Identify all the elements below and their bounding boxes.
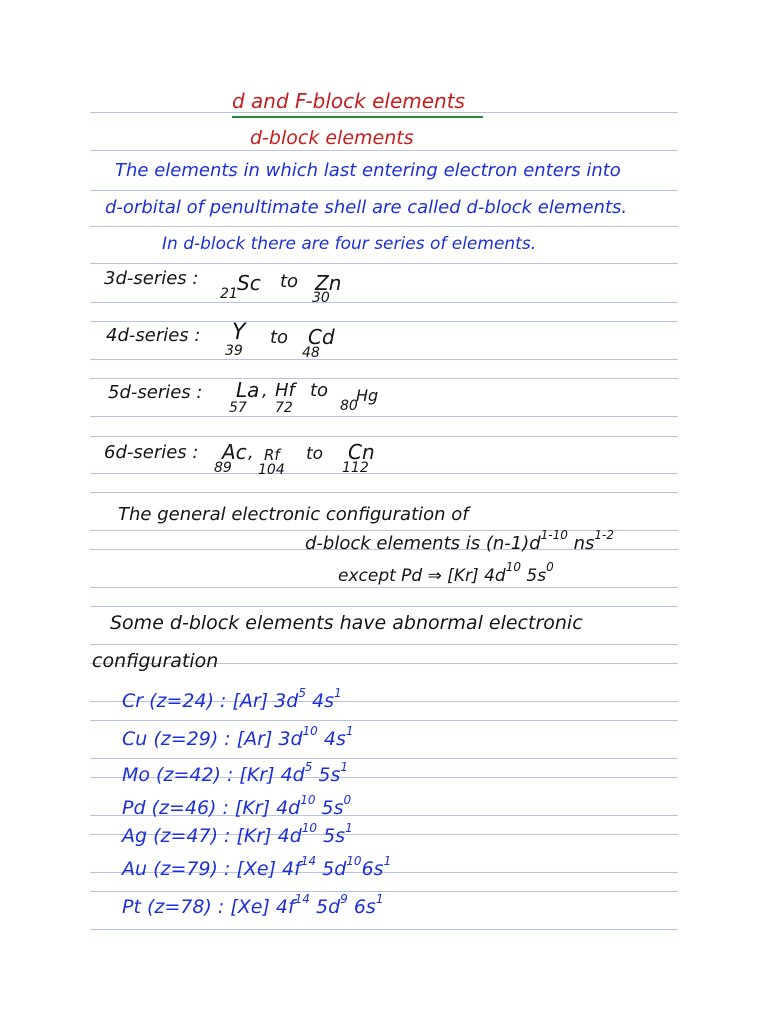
general-config-exception: except Pd ⇒ [Kr] $4d^{10}$ $5s^0$ — [338, 560, 554, 586]
series-6d-comma: , — [248, 442, 254, 463]
series-4d-end: Cd — [308, 325, 335, 349]
series-6d-end: Cn — [348, 440, 375, 464]
series-4d-label: 4d-series : — [106, 325, 201, 346]
series-3d-end-z: 30 — [312, 290, 330, 306]
title-underline — [232, 116, 483, 118]
ruled-line — [90, 587, 678, 588]
series-3d-end: Zn — [315, 271, 342, 295]
series-6d-label: 6d-series : — [104, 442, 199, 463]
series-4d-end-z: 48 — [302, 345, 320, 361]
series-5d-mid: Hf — [275, 380, 295, 401]
ruled-line — [90, 416, 678, 417]
series-6d-start: Ac — [222, 440, 247, 464]
section-heading: d-block elements — [250, 127, 414, 149]
ruled-line — [90, 644, 678, 645]
abnormal-line-1: Some d-block elements have abnormal electronic — [110, 612, 583, 634]
series-5d-start-z: 57 — [229, 400, 247, 416]
general-config-line-1: The general electronic configuration of — [118, 504, 469, 525]
series-5d-mid-z: 72 — [275, 400, 293, 416]
ruled-line — [90, 226, 678, 227]
ruled-line — [90, 929, 678, 930]
config-row: Pt (z=78) : [Xe] $4f^{14}$ $5d^9$ $6s^1$ — [122, 892, 384, 918]
series-5d-end: Hg — [356, 386, 379, 405]
series-6d-mid-z: 104 — [258, 462, 285, 478]
ruled-line — [90, 473, 678, 474]
series-3d-to: to — [280, 271, 299, 292]
config-row: Pd (z=46) : [Kr] $4d^{10}$ $5s^0$ — [122, 793, 352, 819]
series-5d-to: to — [310, 380, 329, 401]
ruled-line — [90, 492, 678, 493]
ruled-line — [90, 321, 678, 322]
ruled-line — [90, 263, 678, 264]
page-title: d and F-block elements — [232, 89, 465, 113]
config-row: Mo (z=42) : [Kr] $4d^5$ $5s^1$ — [122, 760, 349, 786]
general-config-line-2: d-block elements is $(n-1)d^{1-10}$ $ns^{1-2}$ — [305, 528, 615, 554]
ruled-line — [90, 302, 678, 303]
ruled-line — [90, 530, 678, 531]
config-row: Cu (z=29) : [Ar] $3d^{10}$ $4s^1$ — [122, 724, 354, 750]
ruled-line — [90, 190, 678, 191]
ruled-line — [90, 436, 678, 437]
config-row: Ag (z=47) : [Kr] $4d^{10}$ $5s^1$ — [122, 821, 353, 847]
ruled-line — [90, 378, 678, 379]
series-6d-to: to — [306, 444, 324, 464]
series-4d-start-z: 39 — [225, 343, 243, 359]
series-6d-end-z: 112 — [342, 460, 369, 476]
ruled-line — [90, 891, 678, 892]
series-5d-comma: , — [262, 380, 268, 401]
series-5d-end-z: 80 — [340, 398, 358, 414]
series-4d-to: to — [270, 327, 289, 348]
abnormal-line-2: configuration — [92, 650, 219, 672]
config-row: Au (z=79) : [Xe] $4f^{14}$ $5d^{10}6s^1$ — [122, 854, 392, 880]
config-row: Cr (z=24) : [Ar] $3d^5$ $4s^1$ — [122, 686, 342, 712]
ruled-line — [90, 359, 678, 360]
series-4d-start: Y — [232, 320, 246, 345]
series-3d-label: 3d-series : — [104, 268, 199, 289]
series-3d-start-z: 21 — [220, 286, 238, 302]
series-6d-start-z: 89 — [214, 460, 232, 476]
series-3d-start: Sc — [237, 271, 261, 295]
definition-line-3: In d-block there are four series of elements. — [162, 234, 537, 254]
series-5d-label: 5d-series : — [108, 382, 203, 403]
series-5d-start: La — [236, 378, 260, 402]
definition-line-2: d-orbital of penultimate shell are called d-block elements. — [105, 197, 628, 218]
ruled-line — [90, 150, 678, 151]
ruled-line — [90, 758, 678, 759]
definition-line-1: The elements in which last entering electron enters into — [115, 160, 621, 181]
ruled-line — [90, 720, 678, 721]
series-6d-mid: Rf — [264, 446, 280, 464]
ruled-line — [90, 606, 678, 607]
